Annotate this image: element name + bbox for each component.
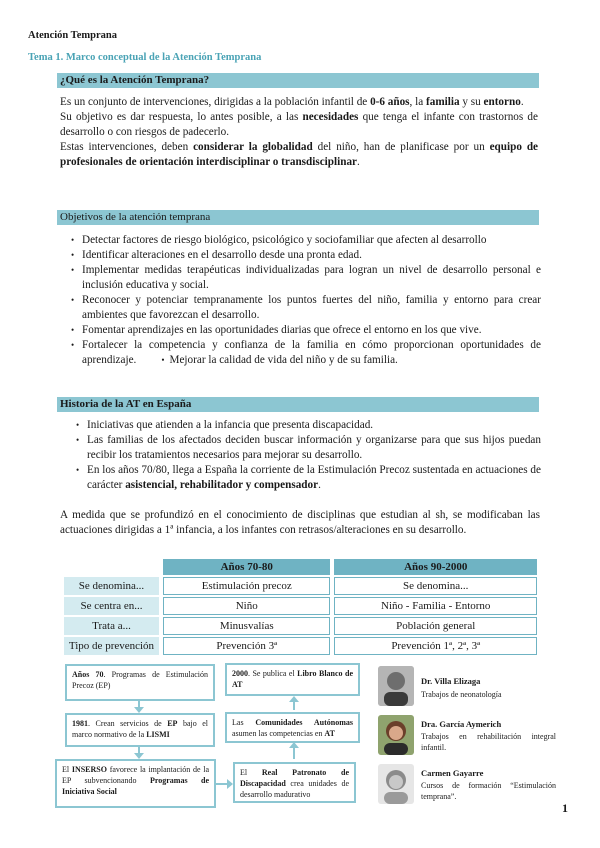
arrow-down — [138, 747, 140, 757]
table-row — [64, 577, 537, 595]
table-cell: Se denomina... — [334, 577, 537, 595]
section-heading-objetivos: Objetivos de la atención temprana — [57, 210, 539, 225]
tema-heading: Tema 1. Marco conceptual de la Atención Temprana — [28, 52, 262, 63]
arrow-right — [216, 783, 231, 785]
table-row — [64, 637, 537, 655]
table-cell: Prevención 3ª — [163, 637, 330, 655]
person-description: Trabajos en rehabilitación integral infantil. — [421, 732, 556, 752]
paragraph-objective: Su objetivo es dar respuesta, lo antes posible, a las necesidades que tenga el infante con trastornos de desarrollo o con riesgos de padecerlo. — [60, 111, 538, 138]
objetivos-list — [67, 233, 541, 368]
portrait-villa-elizaga — [378, 666, 414, 706]
timeline-box-inserso: El INSERSO favorece la implantación de la EP subvencionando Programas de Iniciativa Social — [55, 759, 216, 808]
table-cell: Minusvalías — [163, 617, 330, 635]
list-item: • En los años 70/80, llega a España la corriente de la Estimulación Precoz sustentada en actuaciones de carácter asistencial, rehabilitador y compensador. — [72, 463, 541, 493]
timeline-box-real-patronato: El Real Patronato de Discapacidad crea unidades de desarrollo madurativo — [233, 762, 356, 803]
list-item: • Implementar medidas terapéuticas individualizadas para logran un nivel de desarrollo personal e inclusión educativa y social. — [67, 263, 541, 293]
person-description: Cursos de formación “Estimulación temprana”. — [421, 781, 556, 801]
section-que-es-text — [60, 95, 538, 170]
table-row — [64, 597, 537, 615]
arrow-up — [293, 744, 295, 759]
list-item: • Las familias de los afectados deciden buscar información y organizarse para que sus hijos puedan recibir los tratamientos necesarios para mejorar su desarrollo. — [72, 433, 541, 463]
timeline-box-2000: 2000. Se publica el Libro Blanco de AT — [225, 663, 360, 696]
paragraph-definition: Es un conjunto de intervenciones, dirigidas a la población infantil de 0-6 años, la familia y su entorno. — [60, 96, 524, 108]
table-cell: Prevención 1ª, 2ª, 3ª — [334, 637, 537, 655]
row-label: Se denomina... — [64, 577, 159, 595]
column-header: Años 90-2000 — [334, 559, 537, 575]
section-heading-que-es: ¿Qué es la Atención Temprana? — [57, 73, 539, 88]
person-name: Dr. Villa Elizaga — [421, 676, 481, 686]
historia-paragraph: A medida que se profundizó en el conocimiento de disciplinas que estudian al sh, se modificaban las actuaciones dirigidas a 1ª infancia, a los infantes con retrasos/alteraciones en su desarrollo. — [60, 509, 540, 536]
person-description: Trabajos de neonatología — [421, 690, 502, 699]
table-cell: Niño - Familia - Entorno — [334, 597, 537, 615]
arrow-up — [293, 698, 295, 710]
list-item: • Detectar factores de riesgo biológico, psicológico y sociofamiliar que afecten al desarrollo — [67, 233, 541, 248]
portrait-carmen-gayarre — [378, 764, 414, 804]
list-item: • Identificar alteraciones en el desarrollo desde una pronta edad. — [67, 248, 541, 263]
list-item: • Reconocer y potenciar tempranamente los puntos fuertes del niño, familia y entorno para crear ambientes que favorezcan el desarrollo. — [67, 293, 541, 323]
person-name: Carmen Gayarre — [421, 768, 484, 778]
arrow-down — [138, 701, 140, 711]
row-label: Se centra en... — [64, 597, 159, 615]
timeline-box-70s: Años 70. Programas de Estimulación Precoz (EP) — [65, 664, 215, 701]
column-header: Años 70-80 — [163, 559, 330, 575]
table-row — [64, 617, 537, 635]
historia-list — [72, 418, 541, 493]
table-cell: Niño — [163, 597, 330, 615]
list-item: • Fomentar aprendizajes en las oportunidades diarias que ofrece el entorno en los que vive. — [67, 323, 541, 338]
comparison-table — [60, 557, 541, 657]
document-title: Atención Temprana — [28, 30, 117, 41]
row-label: Trata a... — [64, 617, 159, 635]
paragraph-interventions: Estas intervenciones, deben considerar la globalidad del niño, han de planificase por un equipo de profesionales de orientación interdisciplinar o transdisciplinar. — [60, 141, 539, 168]
table-cell: Estimulación precoz — [163, 577, 330, 595]
page-number: 1 — [562, 801, 568, 815]
timeline-box-1981: 1981. Crean servicios de EP bajo el marco normativo de la LISMI — [65, 713, 215, 747]
table-header-row — [64, 559, 537, 575]
portrait-garcia-aymerich — [378, 715, 414, 755]
section-heading-historia: Historia de la AT en España — [57, 397, 539, 412]
list-item: • Iniciativas que atienden a la infancia que presenta discapacidad. — [72, 418, 541, 433]
person-name: Dra. García Aymerich — [421, 719, 502, 729]
table-cell: Población general — [334, 617, 537, 635]
list-item-inline: • Mejorar la calidad de vida del niño y de su familia. — [136, 354, 398, 366]
list-item: • Fortalecer la competencia y confianza de la familia en cómo proporcionan oportunidades de aprendizaje.• Mejorar la calidad de vida del niño y de su familia. — [67, 338, 541, 368]
row-label: Tipo de prevención — [64, 637, 159, 655]
timeline-box-comunidades: Las Comunidades Autónomas asumen las competencias en AT — [225, 712, 360, 743]
